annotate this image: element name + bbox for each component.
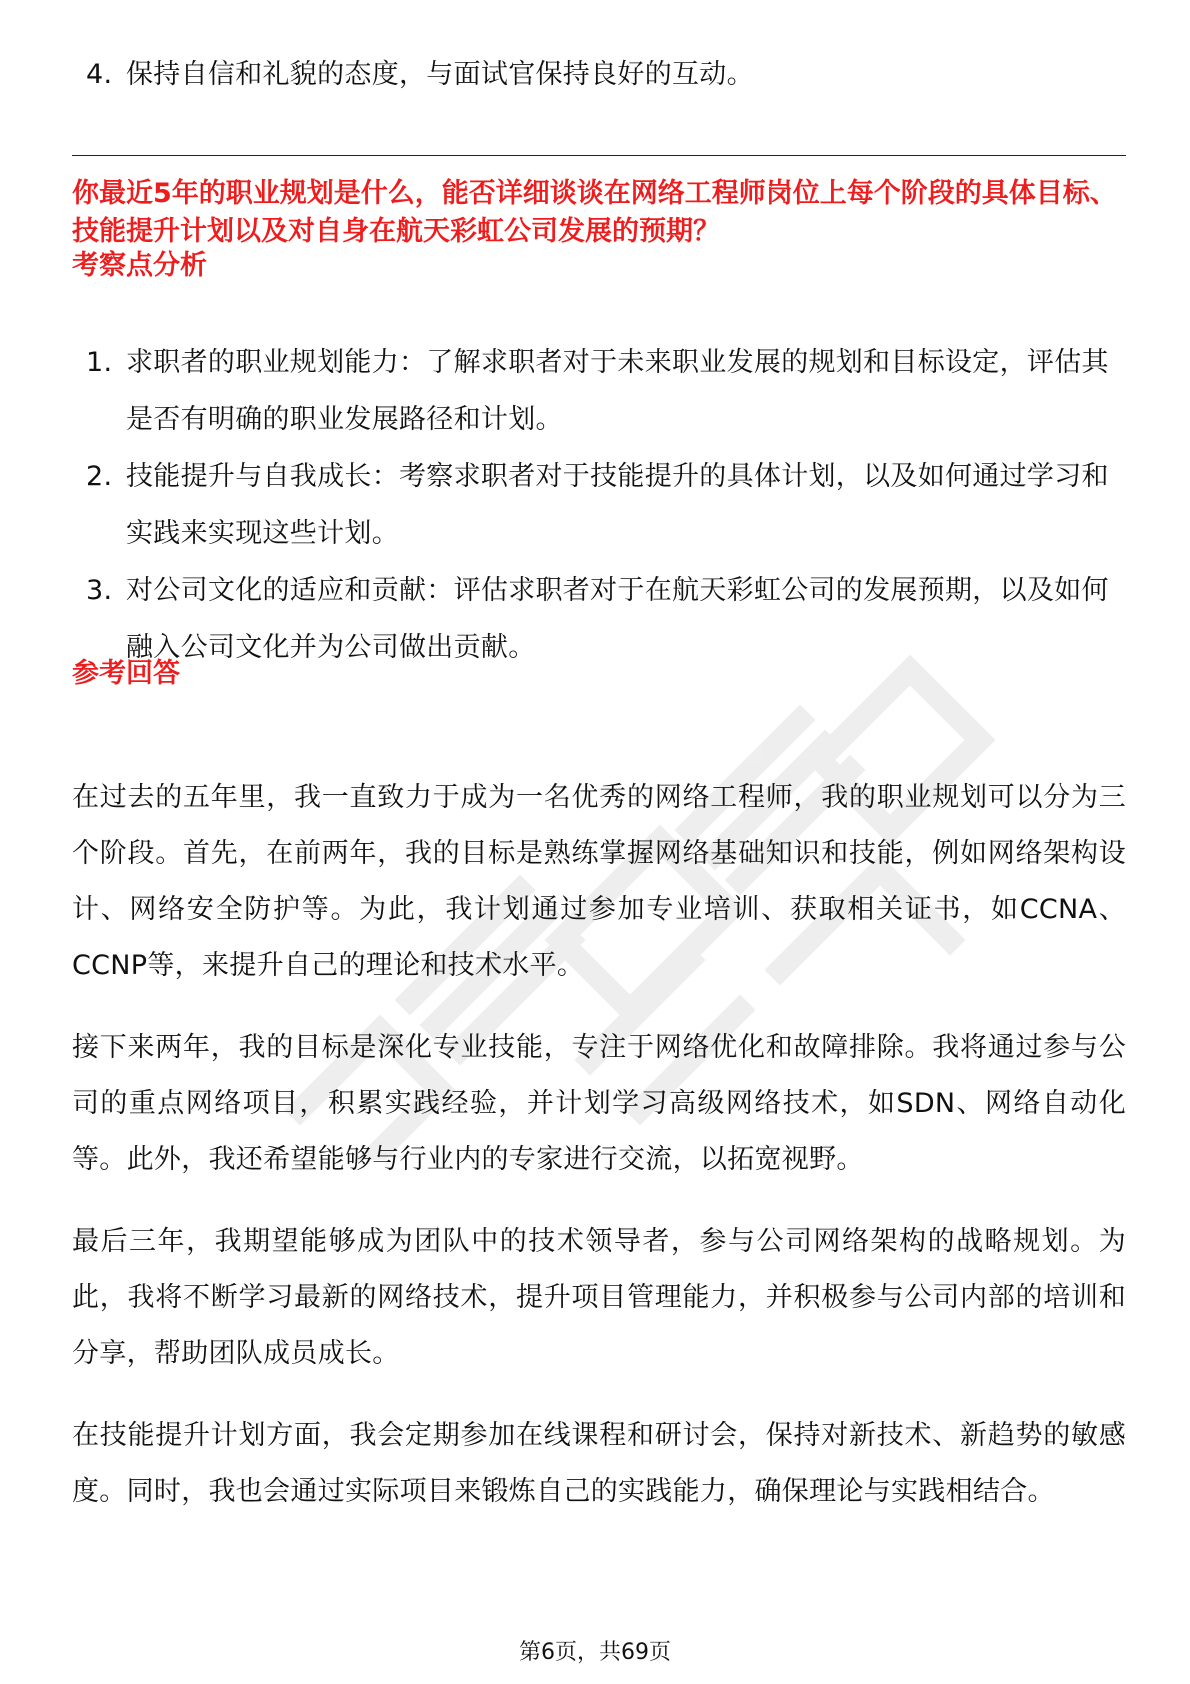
answer-paragraph: 接下来两年，我的目标是深化专业技能，专注于网络优化和故障排除。我将通过参与公司的重点网络项目，积累实践经验，并计划学习高级网络技术，如SDN、网络自动化等。此外，我还希望能够与行业内的专家进行交流，以拓宽视野。 (72, 1032, 1126, 1175)
page-footer: 第6页，共69页 (519, 1640, 671, 1665)
answer-paragraph: 最后三年，我期望能够成为团队中的技术领导者，参与公司网络架构的战略规划。为此，我将不断学习最新的网络技术，提升项目管理能力，并积极参与公司内部的培训和分享，帮助团队成员成长。 (72, 1226, 1126, 1369)
question-heading: 你最近5年的职业规划是什么，能否详细谈谈在网络工程师岗位上每个阶段的具体目标、技能提升计划以及对自身在航天彩虹公司发展的预期？ (72, 178, 1117, 247)
section-divider (72, 155, 1126, 156)
list-item-text: 对公司文化的适应和贡献：评估求职者对于在航天彩虹公司的发展预期，以及如何融入公司文化并为公司做出贡献。 (126, 575, 1109, 663)
list-item-text: 求职者的职业规划能力：了解求职者对于未来职业发展的规划和目标设定，评估其是否有明确的职业发展路径和计划。 (126, 347, 1109, 435)
list-number: 3. (86, 575, 113, 606)
answer-body (72, 770, 1126, 1546)
analysis-heading: 考察点分析 (72, 250, 207, 281)
answer-heading: 参考回答 (72, 658, 180, 689)
list-number: 4. (86, 59, 113, 90)
answer-paragraph: 在过去的五年里，我一直致力于成为一名优秀的网络工程师，我的职业规划可以分为三个阶段。首先，在前两年，我的目标是熟练掌握网络基础知识和技能，例如网络架构设计、网络安全防护等。为此，我计划通过参加专业培训、获取相关证书，如CCNA、CCNP等，来提升自己的理论和技术水平。 (72, 782, 1126, 981)
list-item (72, 334, 1126, 448)
list-item-text: 保持自信和礼貌的态度，与面试官保持良好的互动。 (126, 59, 754, 90)
list-item (72, 448, 1126, 562)
document-page (72, 0, 1126, 1684)
list-item-text: 技能提升与自我成长：考察求职者对于技能提升的具体计划，以及如何通过学习和实践来实现这些计划。 (126, 461, 1109, 549)
answer-paragraph: 在技能提升计划方面，我会定期参加在线课程和研讨会，保持对新技术、新趋势的敏感度。同时，我也会通过实际项目来锻炼自己的实践能力，确保理论与实践相结合。 (72, 1420, 1126, 1507)
list-item (72, 46, 1180, 103)
list-number: 2. (86, 461, 113, 492)
analysis-list (72, 334, 1126, 676)
list-number: 1. (86, 347, 113, 378)
list-item (72, 562, 1126, 676)
